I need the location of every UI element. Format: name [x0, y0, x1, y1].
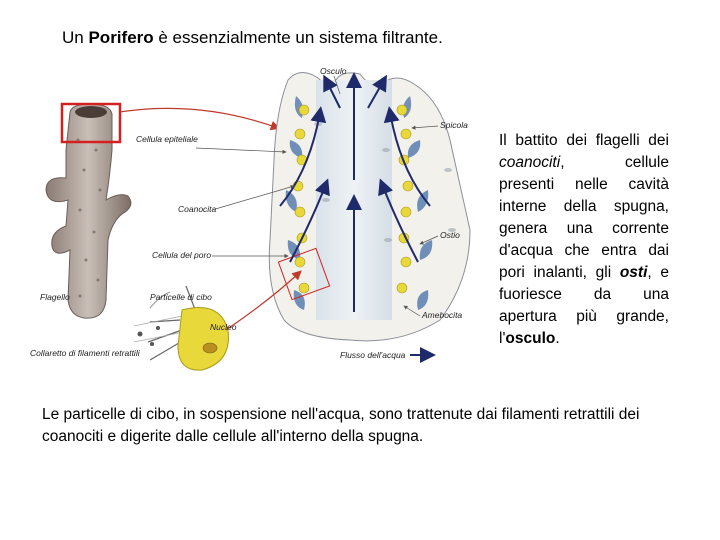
- sponge-cross-section: [269, 72, 470, 340]
- label-osculo: Osculo: [320, 66, 347, 76]
- label-collaretto: Collaretto di filamenti retrattili: [30, 348, 140, 358]
- label-particelle-di-cibo: Particelle di cibo: [150, 292, 212, 302]
- label-cellula-del-poro: Cellula del poro: [152, 250, 212, 260]
- pointer-arrow-top: [120, 108, 278, 128]
- term-osculo: osculo: [505, 330, 556, 347]
- label-ostio: Ostio: [440, 230, 460, 240]
- label-coanocita: Coanocita: [178, 204, 217, 214]
- title-bold-term: Porifero: [88, 28, 154, 47]
- page-title: Un Porifero è essenzialmente un sistema filtrante.: [62, 28, 443, 47]
- label-spicola: Spicola: [440, 120, 468, 130]
- term-osti: osti: [619, 264, 648, 281]
- label-flagello: Flagello: [40, 292, 70, 302]
- term-coanociti: coanociti: [499, 154, 561, 171]
- label-cellula-epiteliale: Cellula epiteliale: [136, 134, 198, 144]
- sponge-organism: [46, 104, 131, 318]
- label-flusso: Flusso dell'acqua: [340, 350, 406, 360]
- label-amebocita: Amebocita: [422, 310, 463, 320]
- label-nucleo: Nucleo: [210, 322, 237, 332]
- explanation-text: Il battito dei flagelli dei coanociti, cellule presenti nelle cavità interne della spugna, genera una corrente d'acqua che entra dai pori inalanti, gli osti, e fuoriesce da una apertura più grande, l'osculo.: [499, 132, 669, 347]
- caption-text: Le particelle di cibo, in sospensione nell'acqua, sono trattenute dai filamenti retrattili dei coanociti e digerite dalle cellule all'interno della spugna.: [42, 406, 640, 445]
